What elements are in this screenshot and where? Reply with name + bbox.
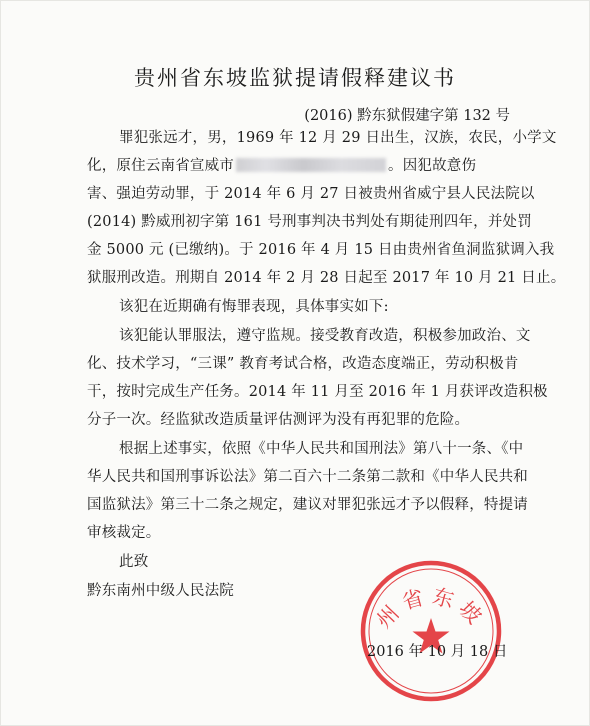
- para1-line2-a: 化，原住云南省宣威市: [87, 158, 234, 174]
- para4-line2: 华人民共和国刑事诉讼法》第二百六十二条第二款和《中华人民共和: [87, 469, 528, 485]
- para2-line1: 该犯在近期确有悔罪表现，具体事实如下:: [119, 299, 389, 315]
- official-seal: [356, 556, 506, 706]
- para1-line2-b: 。因犯故意伤: [388, 158, 477, 174]
- redacted-address: [236, 158, 386, 172]
- closing-salutation: 此致: [119, 554, 149, 570]
- para1-line4: (2014) 黔威刑初字第 161 号刑事判决书判处有期徒刑四年，并处罚: [87, 214, 532, 230]
- para1-line5: 金 5000 元 (已缴纳)。于 2016 年 4 月 15 日由贵州省鱼洞监狱调入我: [87, 242, 555, 258]
- document-title: 贵州省东坡监狱提请假释建议书: [134, 66, 456, 90]
- para4-line3: 国监狱法》第三十二条之规定，建议对罪犯张远才予以假释，特提请: [87, 497, 528, 513]
- para3-line3: 干，按时完成生产任务。2014 年 11 月至 2016 年 1 月获评改造积极: [87, 384, 548, 400]
- recipient-court: 黔东南州中级人民法院: [87, 583, 234, 599]
- para3-line4: 分子一次。经监狱改造质量评估测评为没有再犯罪的危险。: [87, 412, 470, 428]
- para4-line4: 审核裁定。: [87, 525, 161, 541]
- para1-line2: [87, 157, 476, 175]
- para4-line1: 根据上述事实，依照《中华人民共和国刑法》第八十一条、《中: [119, 441, 524, 457]
- para1-line1: 罪犯张远才，男，1969 年 12 月 29 日出生，汉族，农民，小学文: [119, 130, 557, 146]
- para1-line3: 害、强迫劳动罪，于 2014 年 6 月 27 日被贵州省威宁县人民法院以: [87, 186, 535, 202]
- issue-date: 2016 年 10 月 18 日: [367, 644, 508, 660]
- para1-line6: 狱服刑改造。刑期自 2014 年 2 月 28 日起至 2017 年 10 月 21 日止。: [87, 270, 566, 286]
- para3-line2: 化、技术学习，“三课” 教育考试合格，改造态度端正，劳动积极肯: [87, 356, 519, 372]
- seal-text: 州省东坡: [371, 583, 491, 633]
- para3-line1: 该犯能认罪服法，遵守监规。接受教育改造，积极参加政治、文: [119, 328, 531, 344]
- document-number: (2016) 黔东狱假建字第 132 号: [304, 108, 510, 124]
